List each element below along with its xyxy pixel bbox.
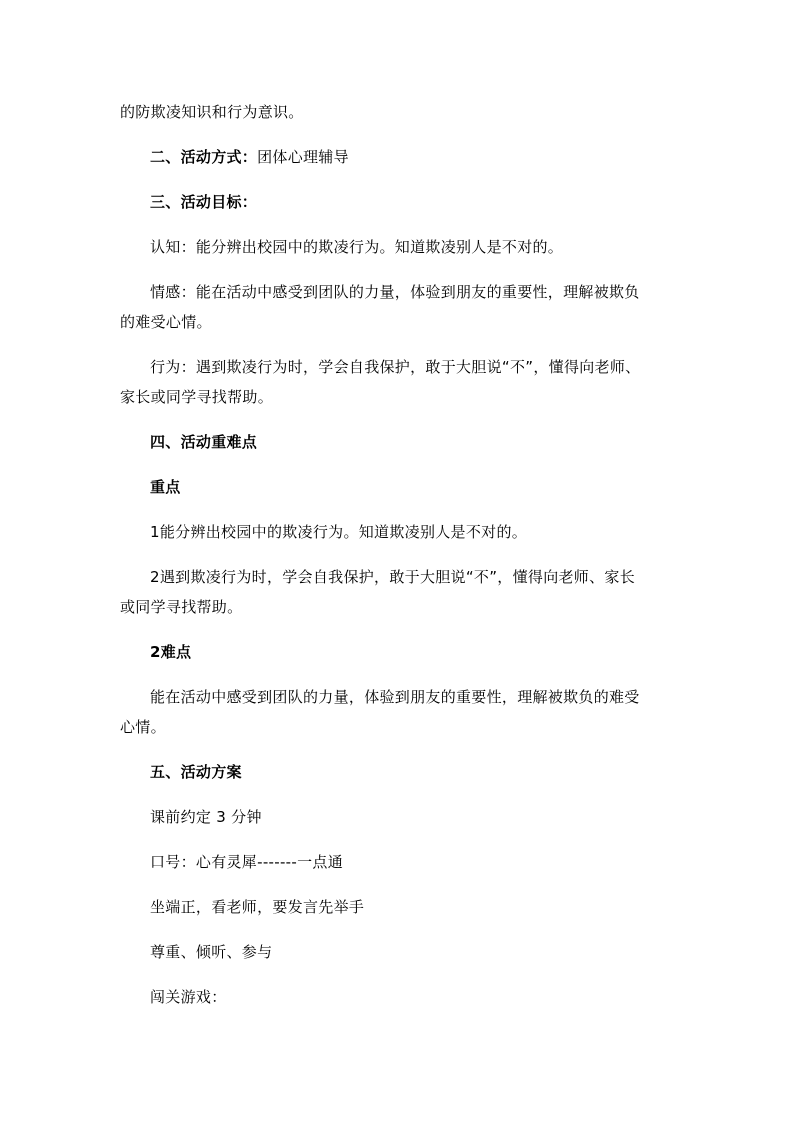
section-5-heading: 五、活动方案 bbox=[150, 763, 242, 781]
difficulty-line2: 心情。 bbox=[120, 718, 166, 736]
key-points-heading: 重点 bbox=[150, 478, 181, 496]
difficulty-line1: 能在活动中感受到团队的力量，体验到朋友的重要性，理解被欺负的难受 bbox=[150, 688, 640, 706]
section-2-text: 团体心理辅导 bbox=[257, 148, 349, 166]
key-point-2-line1: 2遇到欺凌行为时，学会自我保护，敢于大胆说“不”，懂得向老师、家长 bbox=[150, 568, 635, 586]
plan-agreement: 课前约定 3 分钟 bbox=[150, 808, 262, 826]
section-4-heading: 四、活动重难点 bbox=[150, 433, 258, 451]
plan-rules: 坐端正，看老师，要发言先举手 bbox=[150, 898, 365, 916]
plan-values: 尊重、倾听、参与 bbox=[150, 943, 273, 961]
goal-behavior-line1: 行为：遇到欺凌行为时，学会自我保护，敢于大胆说“不”，懂得向老师、 bbox=[150, 358, 641, 376]
plan-game: 闯关游戏： bbox=[150, 988, 227, 1006]
goal-emotion-line2: 的难受心情。 bbox=[120, 313, 212, 331]
paragraph-continuation: 的防欺凌知识和行为意识。 bbox=[120, 103, 304, 121]
goal-behavior-line2: 家长或同学寻找帮助。 bbox=[120, 388, 274, 406]
goal-emotion-line1: 情感：能在活动中感受到团队的力量，体验到朋友的重要性，理解被欺负 bbox=[150, 283, 640, 301]
section-2 bbox=[150, 146, 710, 168]
section-3-heading: 三、活动目标： bbox=[150, 193, 258, 211]
plan-slogan: 口号：心有灵犀-------一点通 bbox=[150, 853, 343, 871]
section-2-heading: 二、活动方式： bbox=[150, 148, 258, 166]
key-point-1: 1能分辨出校园中的欺凌行为。知道欺凌别人是不对的。 bbox=[150, 523, 528, 541]
goal-cognition: 认知：能分辨出校园中的欺凌行为。知道欺凌别人是不对的。 bbox=[150, 238, 564, 256]
difficulty-heading: 2难点 bbox=[150, 643, 192, 661]
key-point-2-line2: 或同学寻找帮助。 bbox=[120, 598, 243, 616]
